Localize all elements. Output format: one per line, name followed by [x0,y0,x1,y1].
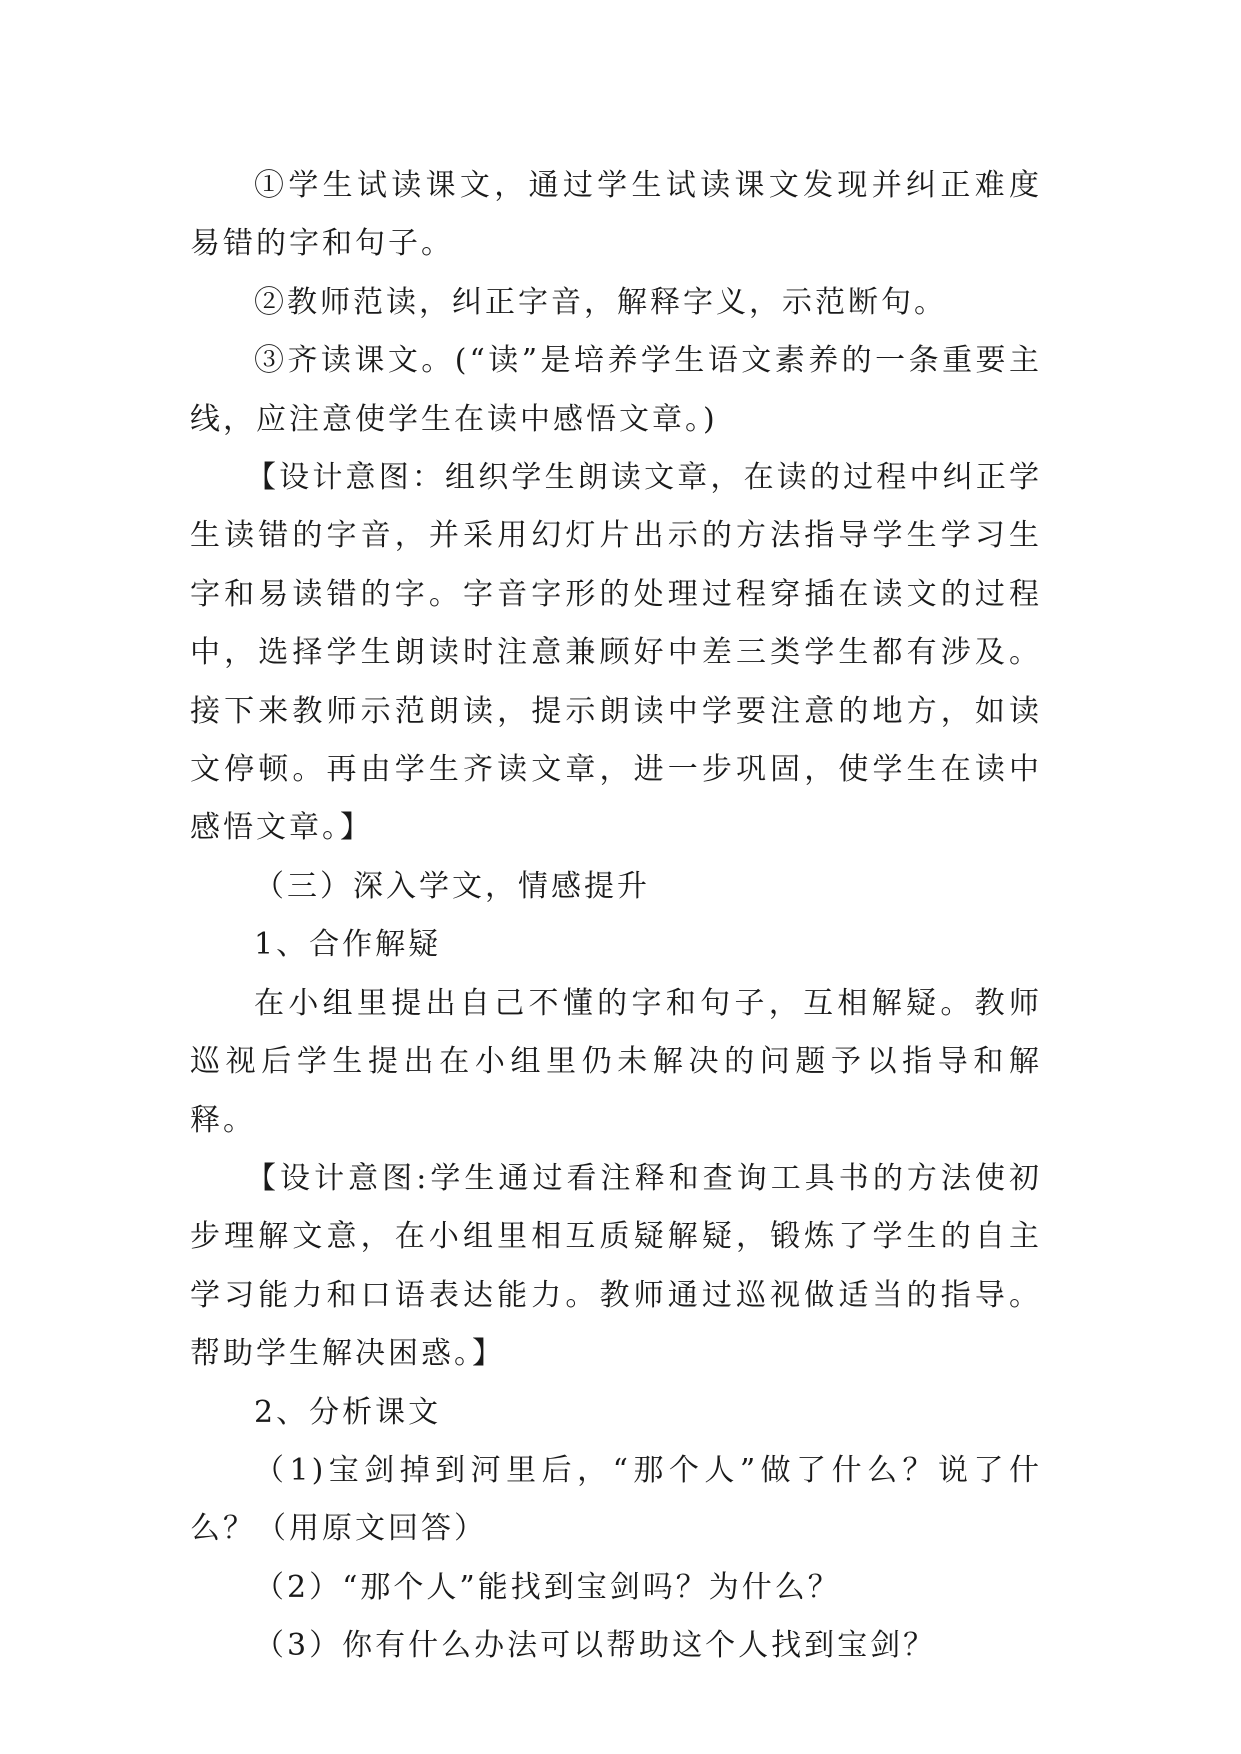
document-body [190,157,1042,1676]
section-heading-3: （三）深入学文，情感提升 [254,868,650,904]
paragraph-design-intent-1: 【设计意图：组织学生朗读文章，在读的过程中纠正学生读错的字音，并采用幻灯片出示的方法指导学生学习生字和易读错的字。字音字形的处理过程穿插在读文的过程中，选择学生朗读时注意兼顾好中差三类学生都有涉及。接下来教师示范朗读，提示朗读中学要注意的地方，如读文停顿。再由学生齐读文章，进一步巩固，使学生在读中感悟文章。】 [190,460,1042,846]
paragraph-design-intent-2: 【设计意图:学生通过看注释和查询工具书的方法使初步理解文意，在小组里相互质疑解疑，锻炼了学生的自主学习能力和口语表达能力。教师通过巡视做适当的指导。帮助学生解决困惑。】 [190,1160,1042,1372]
paragraph-step-1: ①学生试读课文，通过学生试读课文发现并纠正难度易错的字和句子。 [190,168,1042,262]
subheading-cooperation: 1、合作解疑 [254,927,442,963]
paragraph-group-discussion: 在小组里提出自己不懂的字和句子，互相解疑。教师巡视后学生提出在小组里仍未解决的问题予以指导和解释。 [190,985,1042,1138]
paragraph-step-2: ②教师范读，纠正字音，解释字义，示范断句。 [254,284,947,320]
subheading-analysis: 2、分析课文 [254,1394,442,1430]
paragraph-step-3: ③齐读课文。(“读”是培养学生语文素养的一条重要主线，应注意使学生在读中感悟文章。) [190,343,1042,437]
question-3: （3）你有什么办法可以帮助这个人找到宝剑？ [254,1628,937,1664]
question-2: （2）“那个人”能找到宝剑吗？为什么？ [254,1569,841,1605]
question-1: （1)宝剑掉到河里后，“那个人”做了什么？说了什么？（用原文回答） [190,1452,1042,1547]
